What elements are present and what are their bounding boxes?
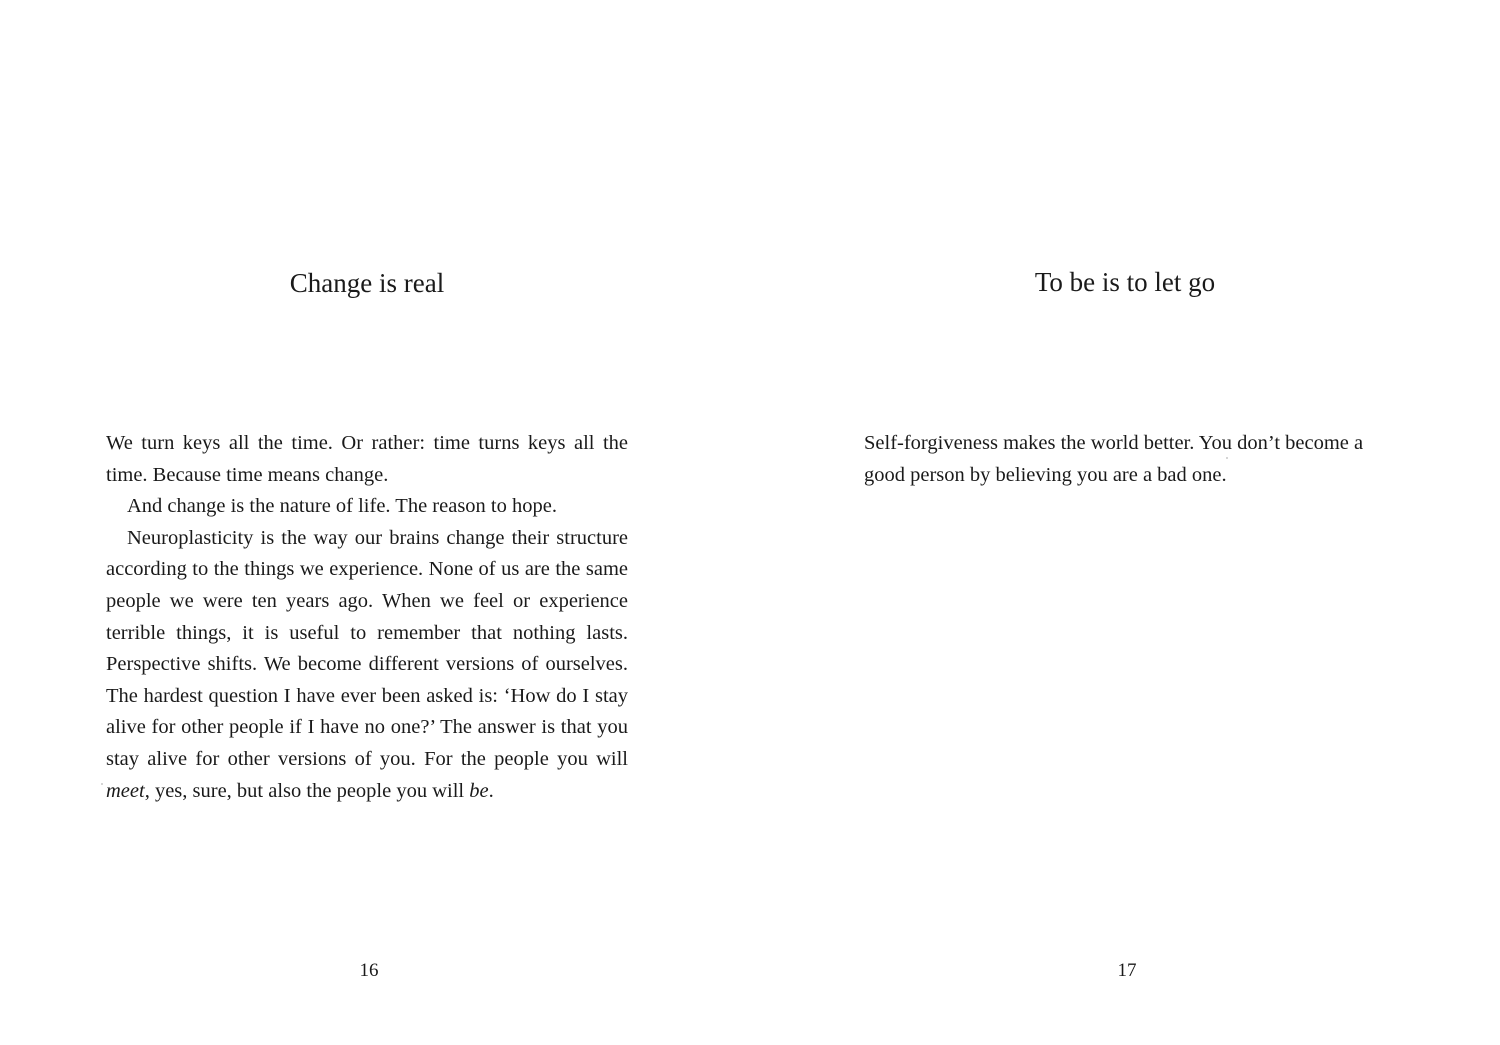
paragraph — [864, 428, 1386, 491]
paragraph — [106, 491, 628, 523]
print-speck — [1226, 457, 1228, 459]
page-number: 16 — [359, 960, 379, 981]
chapter-body — [106, 428, 628, 807]
paragraph-text: And change is the nature of life. The reason to hope. — [127, 495, 557, 518]
paragraph-text: Self-forgiveness makes the world better. You don’t become a good person by believing you are a bad one. — [864, 432, 1364, 486]
paragraph-text: Neuroplasticity is the way our brains change their structure according to the things we experience. None of us are the same people we were ten years ago. When we feel or experience terrible things, it is useful to remember that nothing lasts. Perspective shifts. We become different versions of ourselves. The hardest question I have ever been asked is: ‘How do I stay alive for other people if I have no one?’ The answer is that you stay alive for other versions of you. For the people you will — [106, 526, 628, 770]
emphasis-text: meet — [106, 779, 145, 802]
chapter-title: Change is real — [289, 268, 445, 298]
paragraph-text: . — [488, 779, 494, 802]
chapter-body — [864, 428, 1386, 491]
emphasis-text: be — [469, 779, 489, 802]
paragraph — [106, 428, 628, 491]
chapter-title: To be is to let go — [1034, 267, 1216, 297]
print-speck — [101, 783, 103, 785]
paragraph-text: We turn keys all the time. Or rather: time turns keys all the time. Because time means change. — [106, 432, 628, 486]
paragraph-text: , yes, sure, but also the people you will — [144, 779, 470, 802]
paragraph — [106, 523, 628, 807]
right-page — [750, 0, 1500, 1045]
page-number: 17 — [1117, 960, 1137, 981]
